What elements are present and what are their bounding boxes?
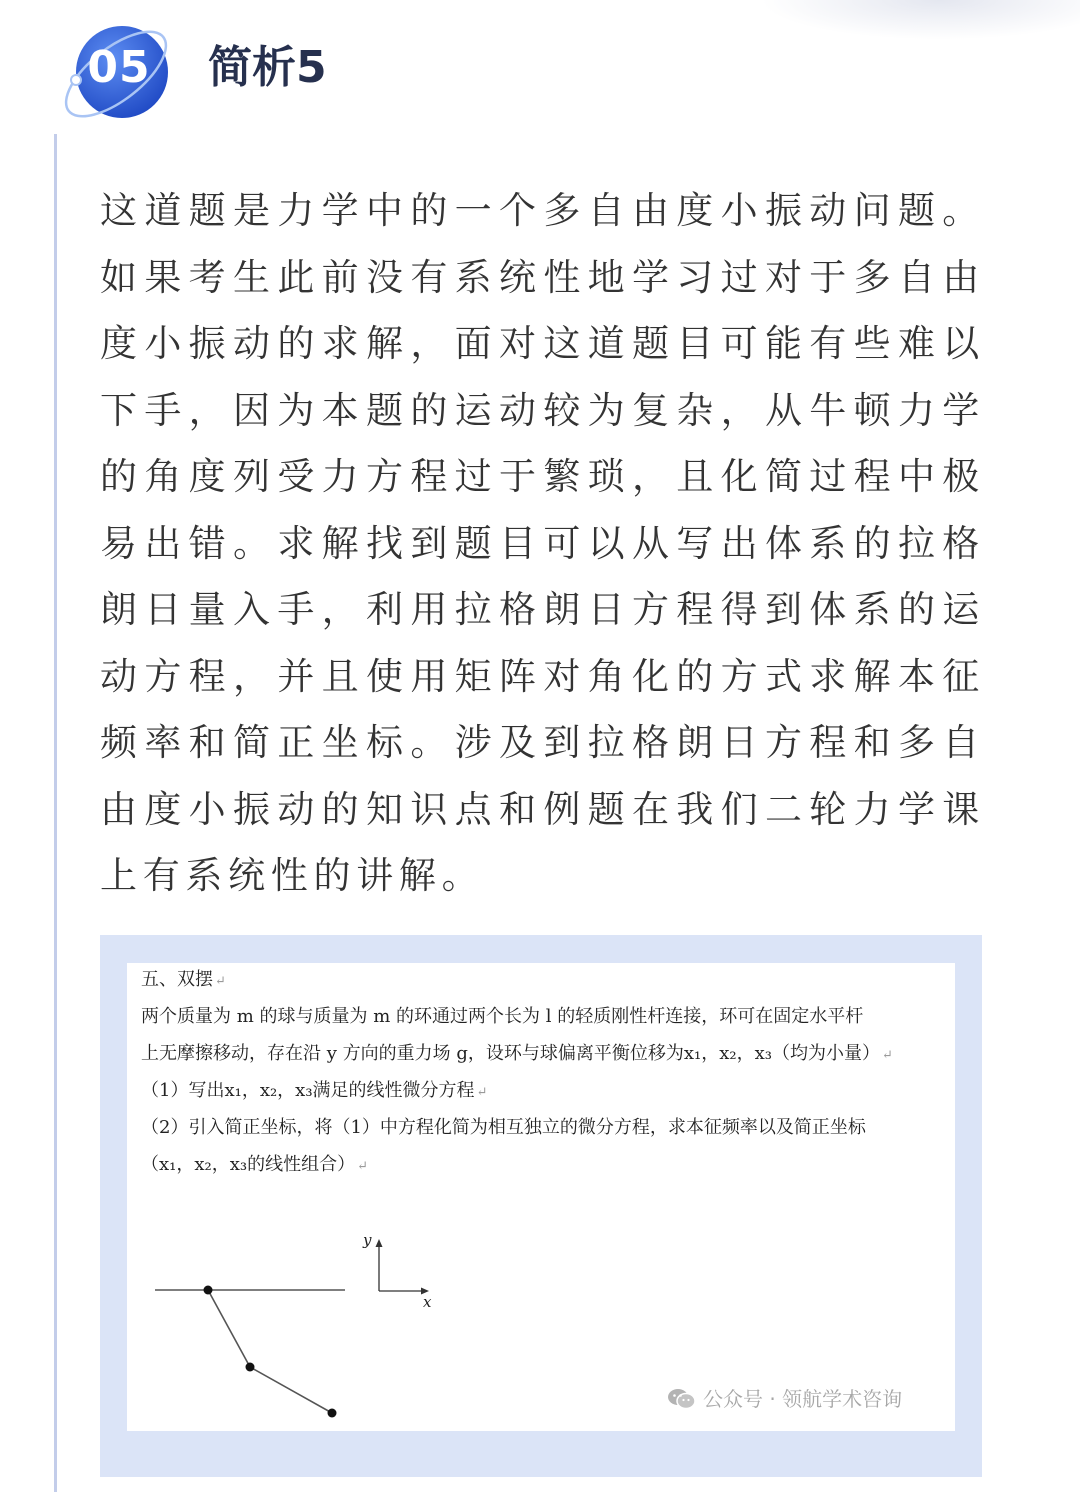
double-pendulum-diagram	[127, 963, 955, 1431]
problem-line-1: 两个质量为 m 的球与质量为 m 的环通过两个长为 l 的轻质刚性杆连接，环可在固定水平杆	[141, 1006, 864, 1027]
watermark	[667, 1383, 902, 1415]
ball-mass-2	[328, 1409, 337, 1418]
rod-upper	[208, 1290, 250, 1367]
return-mark: ↵	[215, 974, 226, 989]
ring-mass	[204, 1286, 213, 1295]
rod-lower	[250, 1367, 332, 1413]
return-mark: ↵	[476, 1085, 488, 1100]
analysis-paragraph: 这道题是力学中的一个多自由度小振动问题。如果考生此前没有系统性地学习过对于多自由度小振动的求解，面对这道题目可能有些难以下手，因为本题的运动较为复杂，从牛顿力学的角度列受力方程过于繁琐，且化简过程中极易出错。求解找到题目可以从写出体系的拉格朗日量入手，利用拉格朗日方程得到体系的运动方程，并且使用矩阵对角化的方式求解本征频率和简正坐标。涉及到拉格朗日方程和多自由度小振动的知识点和例题在我们二轮力学课上有系统性的讲解。	[100, 189, 985, 897]
watermark-text: 公众号 · 领航学术咨询	[703, 1387, 903, 1411]
y-axis-arrow-icon	[376, 1239, 383, 1247]
ball-mass-1	[246, 1363, 255, 1372]
badge-number: 05	[87, 42, 151, 93]
problem-document	[127, 963, 955, 1431]
wechat-icon	[667, 1387, 697, 1411]
problem-line-2: 上无摩擦移动，存在沿 y 方向的重力场 g，设环与球偏离平衡位移为x₁，x₂，x₃（均为小量）	[141, 1043, 880, 1064]
left-vertical-rule	[54, 134, 57, 1492]
x-axis-label: x	[423, 1293, 432, 1311]
problem-heading: 五、双摆	[141, 969, 213, 990]
question-2-continued: （x₁，x₂，x₃的线性组合）	[141, 1154, 356, 1175]
return-mark: ↵	[881, 1048, 893, 1063]
question-2: （2）引入简正坐标，将（1）中方程化简为相互独立的微分方程，求本征频率以及简正坐标	[141, 1117, 866, 1138]
problem-image-frame	[100, 935, 982, 1477]
section-header	[0, 0, 1080, 140]
question-1: （1）写出x₁，x₂，x₃满足的线性微分方程	[141, 1080, 475, 1101]
return-mark: ↵	[357, 1159, 369, 1174]
y-axis-label: y	[363, 1231, 372, 1249]
section-title: 简析5	[208, 42, 327, 93]
